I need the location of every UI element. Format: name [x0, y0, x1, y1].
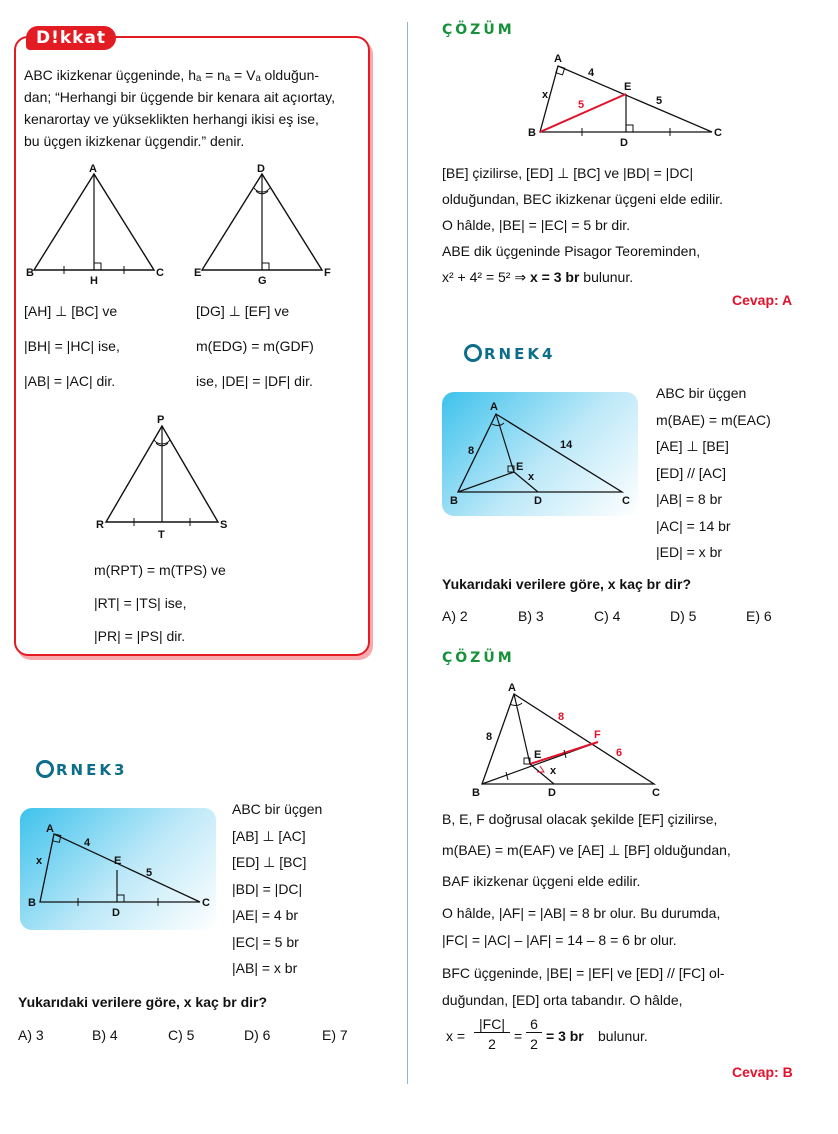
solution-line: |FC| = |AC| – |AF| = 14 – 8 = 6 br olur.: [442, 932, 677, 948]
option-e[interactable]: E) 7: [322, 1027, 348, 1043]
ornek4-title-text: RNEK4: [484, 345, 556, 363]
condition-line: ise, |DE| = |DF| dir.: [196, 373, 313, 389]
label-a: A: [89, 163, 97, 175]
segment-ae: [514, 694, 530, 764]
label-c: C: [202, 897, 210, 909]
solution-line: olduğundan, BEC ikizkenar üçgeni elde edilir.: [442, 191, 723, 207]
label-8: 8: [486, 731, 493, 743]
label-s: S: [220, 519, 228, 531]
given-line: |AB| = x br: [232, 960, 298, 976]
label-5-red: 5: [578, 99, 585, 111]
given-line: |AB| = 8 br: [656, 491, 723, 507]
right-angle-mark: [117, 895, 124, 902]
given-line: [ED] // [AC]: [656, 464, 727, 481]
intro-line: dan; “Herhangi bir üçgende bir kenara ait açıortay,: [24, 89, 336, 105]
label-4: 4: [588, 67, 595, 79]
ornek-o-icon: [36, 760, 54, 778]
option-e[interactable]: E) 6: [746, 608, 772, 624]
cozum2-text-b: [442, 900, 720, 954]
given-line: [AE] ⊥ [BE]: [656, 438, 729, 454]
solution-line: BAF ikizkenar üçgeni elde edilir.: [442, 873, 641, 889]
label-d: D: [257, 163, 265, 175]
label-5: 5: [656, 95, 663, 107]
label-d: D: [534, 495, 542, 507]
ornek3-givens: [232, 796, 322, 982]
given-line: |AC| = 14 br: [656, 517, 731, 534]
column-divider: [407, 22, 408, 1084]
label-d: D: [112, 907, 120, 919]
intro-line: kenarortay ve yükseklikten herhangi ikisi eş ise,: [24, 111, 319, 127]
label-t: T: [158, 529, 165, 540]
solution-line: O hâlde, |AF| = |AB| = 8 br olur. Bu durumda,: [442, 905, 721, 921]
condition-1: [24, 294, 120, 399]
given-line: |BD| = |DC|: [232, 880, 303, 897]
label-g: G: [258, 275, 267, 287]
label-d: D: [548, 787, 556, 799]
ornek4-givens: [656, 380, 771, 566]
solution-line: O hâlde, |BE| = |EC| = 5 br dir.: [442, 217, 631, 233]
label-e: E: [114, 855, 122, 867]
figure-prs-isosceles: [94, 410, 244, 540]
label-5: 5: [146, 867, 153, 879]
equation-result: x = 3 br: [529, 269, 580, 285]
segment-ae: [496, 414, 514, 472]
label-14: 14: [560, 439, 573, 451]
solution-line: m(BAE) = m(EAF) ve [AE] ⊥ [BF] olduğundan,: [442, 842, 731, 858]
label-8-red: 8: [558, 711, 565, 723]
option-a[interactable]: A) 3: [18, 1027, 44, 1043]
label-p: P: [157, 414, 165, 426]
ornek4-figure: [442, 392, 638, 516]
cozum1-answer: Cevap: A: [732, 292, 793, 308]
ornek-o-icon: [464, 344, 482, 362]
label-h: H: [90, 275, 98, 287]
option-a[interactable]: A) 2: [442, 608, 468, 624]
frac2-denominator: 2: [530, 1036, 538, 1052]
label-a: A: [554, 53, 562, 65]
label-a: A: [46, 823, 54, 835]
option-d[interactable]: D) 5: [670, 608, 697, 624]
cozum1-title: ÇÖZÜM: [442, 22, 515, 38]
label-f: F: [324, 267, 331, 279]
given-line: ABC bir üçgen: [656, 385, 747, 401]
given-line: [ED] ⊥ [BC]: [232, 854, 307, 870]
label-b: B: [28, 897, 36, 909]
label-e: E: [516, 461, 524, 473]
figure-abc-isosceles: [24, 160, 174, 290]
solution-line: ABE dik üçgeninde Pisagor Teoreminden,: [442, 243, 701, 259]
frac1-denominator: 2: [488, 1036, 496, 1052]
label-c: C: [652, 787, 660, 799]
label-8: 8: [468, 445, 475, 457]
label-c: C: [622, 495, 630, 507]
cozum2-text-a: [442, 804, 731, 897]
condition-3: [94, 554, 226, 653]
label-6-red: 6: [616, 747, 623, 759]
dikkat-label: D!kkat: [26, 26, 116, 50]
frac-result: = 3 br: [546, 1028, 584, 1044]
label-x: x: [550, 765, 557, 777]
cozum1-figure: [520, 50, 730, 150]
equals-sign: =: [514, 1028, 523, 1044]
given-line: |AE| = 4 br: [232, 907, 299, 923]
condition-line: m(EDG) = m(GDF): [196, 338, 314, 354]
label-b: B: [528, 127, 536, 139]
solution-line: B, E, F doğrusal olacak şekilde [EF] çizilirse,: [442, 811, 718, 827]
label-e: E: [534, 749, 542, 761]
label-4: 4: [84, 837, 91, 849]
label-x: x: [36, 855, 43, 867]
intro-line: bu üçgen ikizkenar üçgendir.” denir.: [24, 133, 245, 149]
label-e: E: [624, 81, 632, 93]
ornek3-question: Yukarıdaki verilere göre, x kaç br dir?: [18, 994, 268, 1010]
segment-ed: [514, 472, 538, 492]
condition-line: |BH| = |HC| ise,: [24, 338, 120, 354]
cozum2-text-c: [442, 960, 725, 1014]
tick-mark: [506, 772, 508, 780]
label-x: x: [542, 89, 549, 101]
option-b[interactable]: B) 3: [518, 608, 544, 624]
condition-line: m(RPT) = m(TPS) ve: [94, 562, 226, 578]
given-line: m(BAE) = m(EAC): [656, 411, 771, 428]
condition-line: [DG] ⊥ [EF] ve: [196, 303, 290, 319]
label-x: x: [528, 471, 535, 483]
figure-def-isosceles: [190, 160, 340, 290]
ornek3-title: [36, 760, 127, 779]
cozum1-text: [442, 160, 723, 290]
right-angle-mark: [626, 125, 633, 132]
given-line: |ED| = x br: [656, 544, 723, 560]
label-b: B: [26, 267, 34, 279]
triangle-abc: [40, 834, 200, 902]
condition-line: |RT| = |TS| ise,: [94, 595, 187, 611]
label-a: A: [490, 401, 498, 413]
right-angle-mark: [94, 263, 101, 270]
label-b: B: [450, 495, 458, 507]
ornek4-figure-box: [442, 392, 638, 516]
equation-tail: bulunur.: [579, 269, 634, 285]
intro-line: ABC ikizkenar üçgeninde, hₐ = nₐ = Vₐ olduğun-: [24, 67, 320, 83]
label-c: C: [714, 127, 722, 139]
cozum2-answer: Cevap: B: [732, 1064, 793, 1080]
ornek3-title-text: RNEK3: [56, 761, 128, 779]
given-line: ABC bir üçgen: [232, 801, 323, 817]
label-b: B: [472, 787, 480, 799]
cozum2-title: ÇÖZÜM: [442, 650, 515, 666]
given-line: [AB] ⊥ [AC]: [232, 827, 306, 844]
solution-line: [BE] çizilirse, [ED] ⊥ [BC] ve |BD| = |DC|: [442, 165, 694, 181]
label-f: F: [594, 729, 601, 741]
equation-text: x² + 4² = 5² ⇒: [442, 269, 530, 285]
solution-line: BFC üçgeninde, |BE| = |EF| ve [ED] // [FC] ol-: [442, 965, 725, 981]
frac2-numerator: 6: [526, 1016, 542, 1033]
angle-arc: [492, 423, 504, 426]
condition-line: [AH] ⊥ [BC] ve: [24, 303, 118, 319]
label-c: C: [156, 267, 164, 279]
condition-line: |PR| = |PS| dir.: [94, 628, 186, 644]
label-e: E: [194, 267, 202, 279]
solution-line: duğundan, [ED] orta tabandır. O hâlde,: [442, 992, 683, 1008]
frac-lhs: x =: [446, 1028, 466, 1044]
frac1-numerator: |FC|: [474, 1016, 510, 1033]
ornek4-title: [464, 344, 555, 363]
label-d: D: [620, 137, 628, 149]
label-r: R: [96, 519, 104, 531]
option-b[interactable]: B) 4: [92, 1027, 118, 1043]
condition-line: |AB| = |AC| dir.: [24, 373, 116, 389]
solution-equation: [442, 264, 723, 290]
label-a: A: [508, 682, 516, 694]
condition-2: [196, 294, 314, 399]
given-line: |EC| = 5 br: [232, 933, 299, 950]
triangle-abc: [482, 694, 654, 784]
ornek3-figure: [20, 808, 216, 930]
option-c[interactable]: C) 4: [594, 608, 621, 624]
option-c[interactable]: C) 5: [168, 1027, 195, 1043]
frac-tail: bulunur.: [598, 1028, 648, 1044]
right-angle-mark: [262, 263, 269, 270]
dikkat-intro: [24, 64, 335, 152]
ornek4-question: Yukarıdaki verilere göre, x kaç br dir?: [442, 576, 692, 592]
cozum2-figure: [470, 680, 670, 800]
ornek3-figure-box: [20, 808, 216, 930]
option-d[interactable]: D) 6: [244, 1027, 271, 1043]
triangle-abc: [458, 414, 622, 492]
